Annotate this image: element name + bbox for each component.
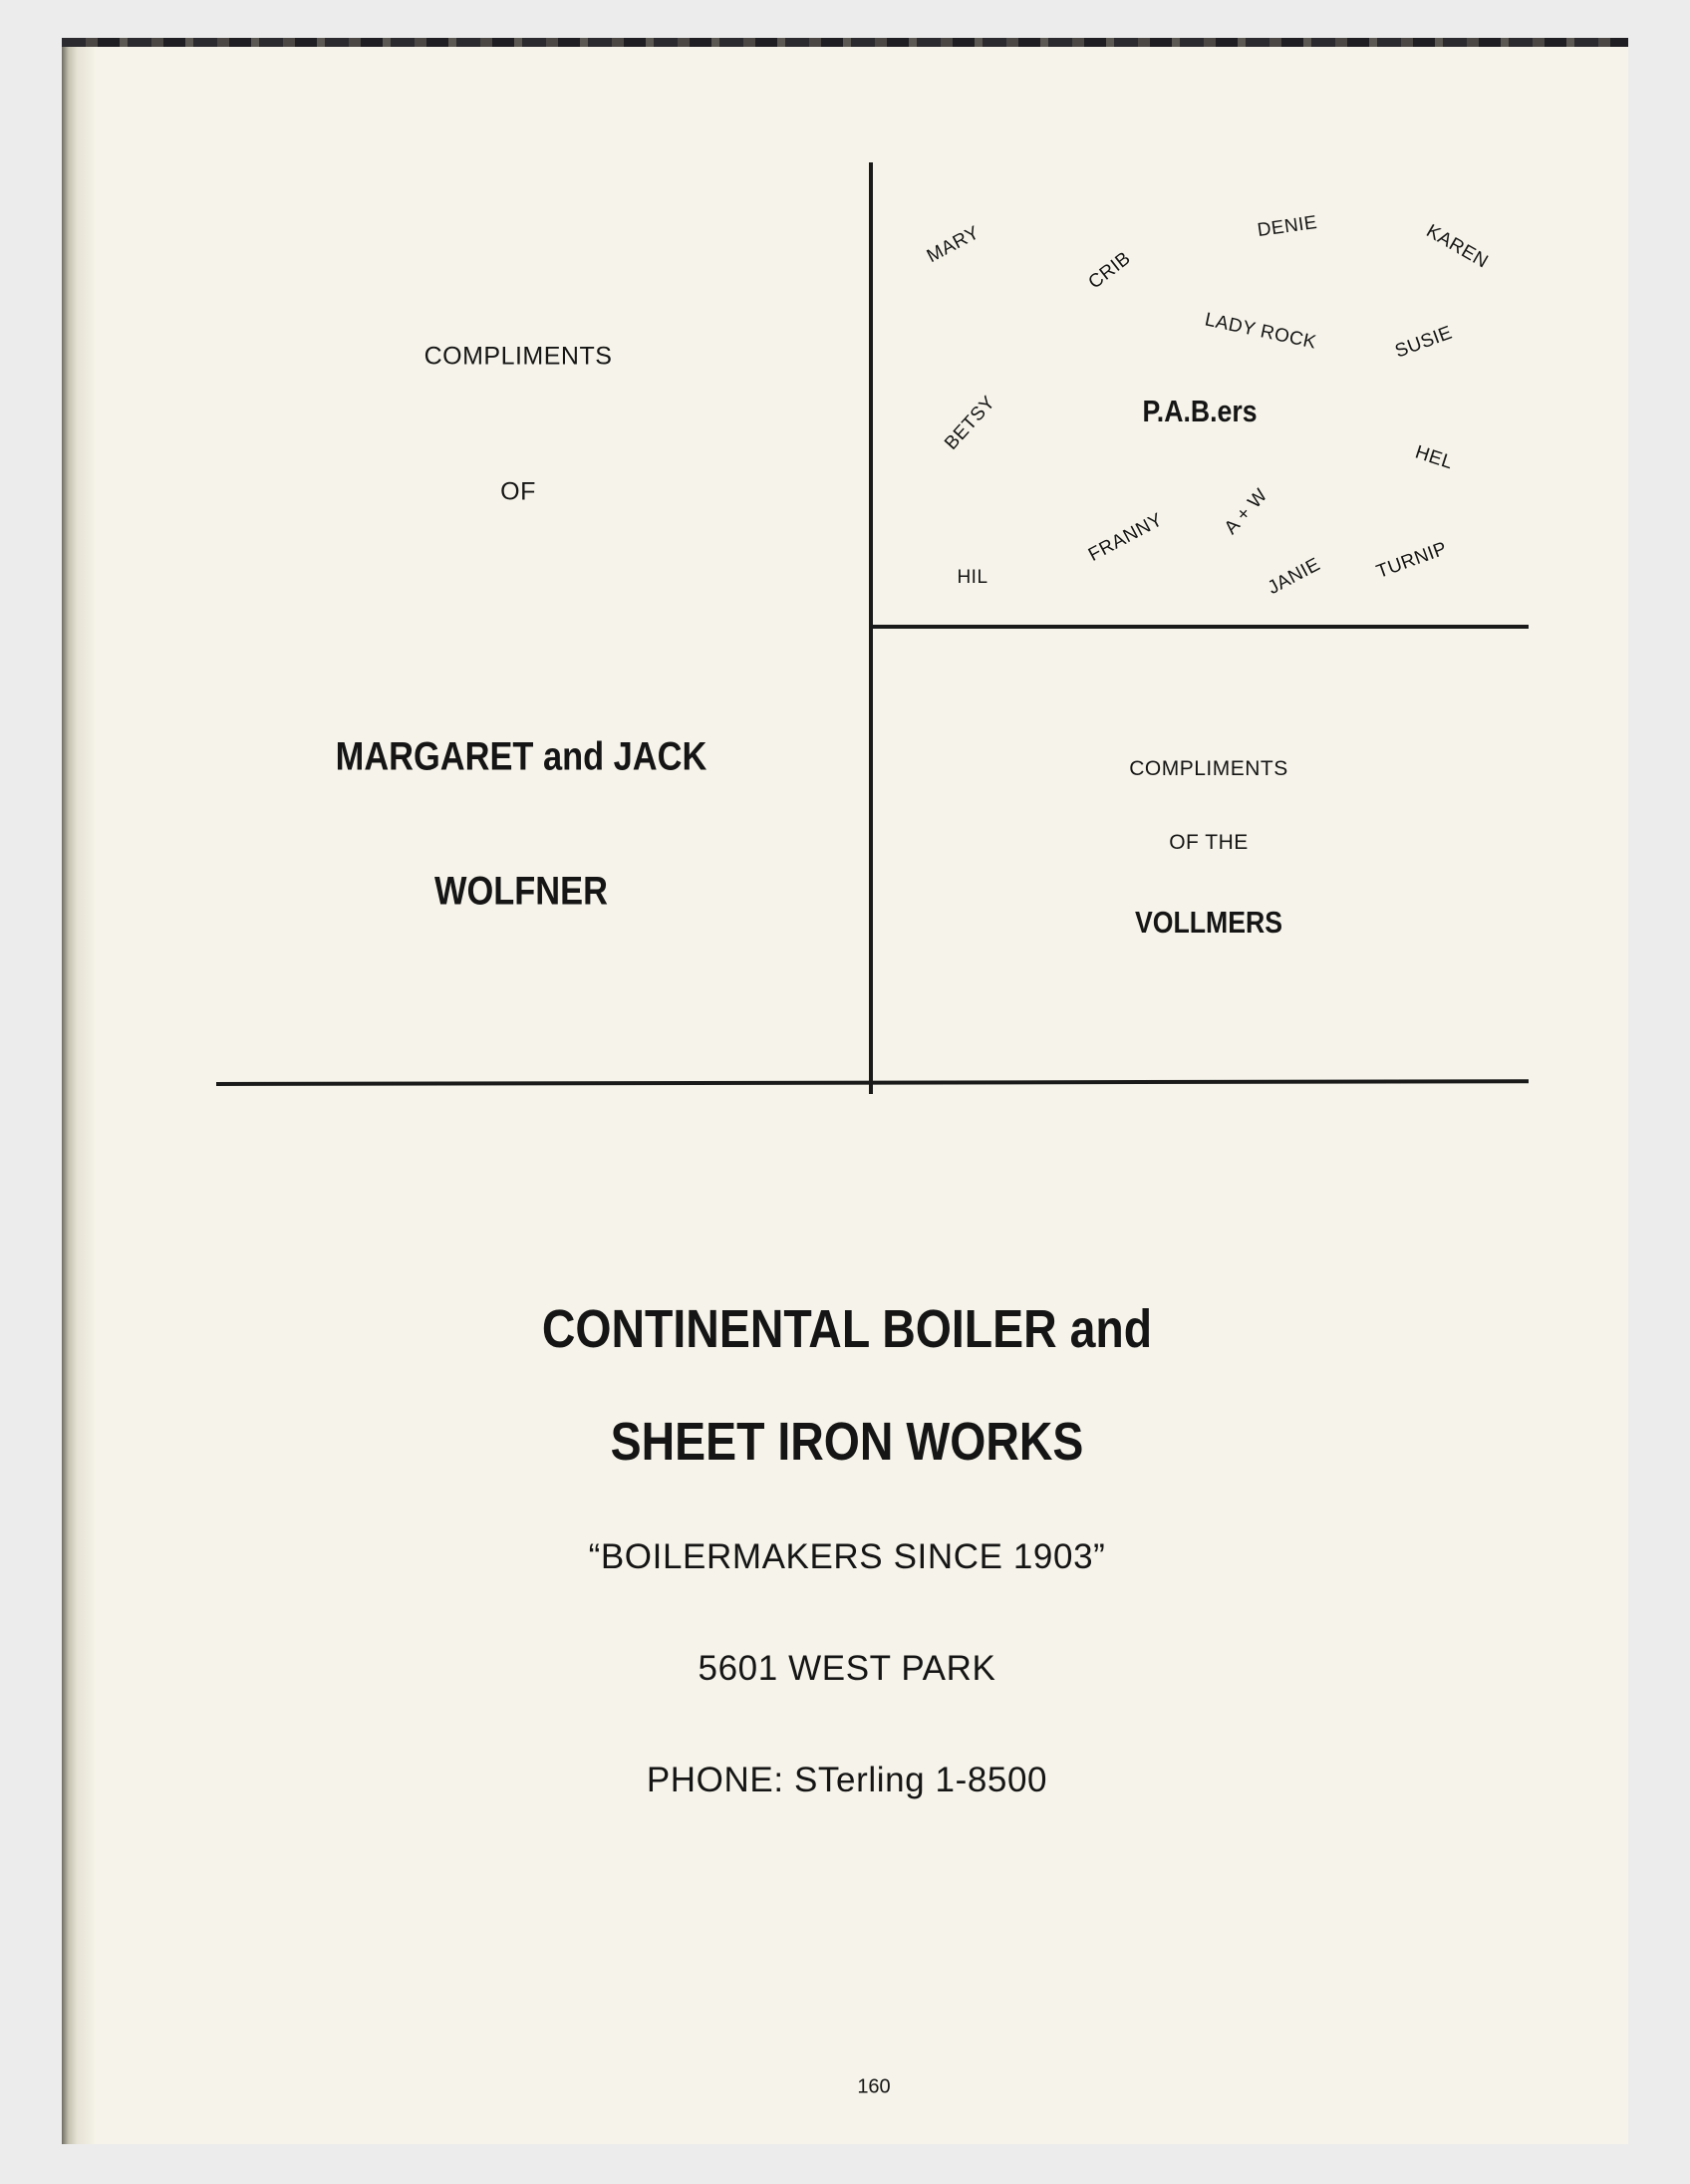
pabers-name-crib: CRIB xyxy=(1084,247,1135,294)
pabers-name-hel: HEL xyxy=(1412,441,1456,474)
pabers-name-lady-rock: LADY ROCK xyxy=(1203,309,1319,354)
pabers-name-mary: MARY xyxy=(923,222,984,268)
pabers-name-denie: DENIE xyxy=(1256,211,1319,242)
company-address: 5601 WEST PARK xyxy=(698,1649,996,1688)
wolfner-name-line2: WOLFNER xyxy=(434,869,608,914)
pabers-name-a-plus-w: A + W xyxy=(1220,484,1272,539)
pabers-name-susie: SUSIE xyxy=(1392,322,1456,363)
company-name-line2: SHEET IRON WORKS xyxy=(610,1412,1084,1472)
pabers-bottom-rule xyxy=(871,625,1529,629)
wolfner-of: OF xyxy=(500,477,536,506)
pabers-name-betsy: BETSY xyxy=(941,392,1000,454)
pabers-name-janie: JANIE xyxy=(1264,554,1324,600)
pabers-name-turnip: TURNIP xyxy=(1373,538,1451,584)
pabers-name-hil: HIL xyxy=(957,567,988,588)
company-phone: PHONE: STerling 1-8500 xyxy=(646,1761,1048,1799)
company-name-line1: CONTINENTAL BOILER and xyxy=(541,1299,1153,1359)
page-number: 160 xyxy=(857,2075,891,2098)
pabers-name-franny: FRANNY xyxy=(1085,509,1167,566)
vollmers-compliments: COMPLIMENTS xyxy=(1129,757,1288,780)
yearbook-page xyxy=(62,38,1628,2144)
company-slogan: “BOILERMAKERS SINCE 1903” xyxy=(588,1537,1106,1576)
vollmers-name: VOLLMERS xyxy=(1134,905,1283,940)
vollmers-of-the: OF THE xyxy=(1169,831,1249,854)
book-spine xyxy=(62,38,96,2144)
facing-page-edge xyxy=(62,38,1628,47)
wolfner-name-line1: MARGARET and JACK xyxy=(335,734,707,779)
pabers-name-karen: KAREN xyxy=(1422,220,1492,273)
pabers-title: P.A.B.ers xyxy=(1142,394,1258,428)
wolfner-compliments: COMPLIMENTS xyxy=(423,342,613,371)
